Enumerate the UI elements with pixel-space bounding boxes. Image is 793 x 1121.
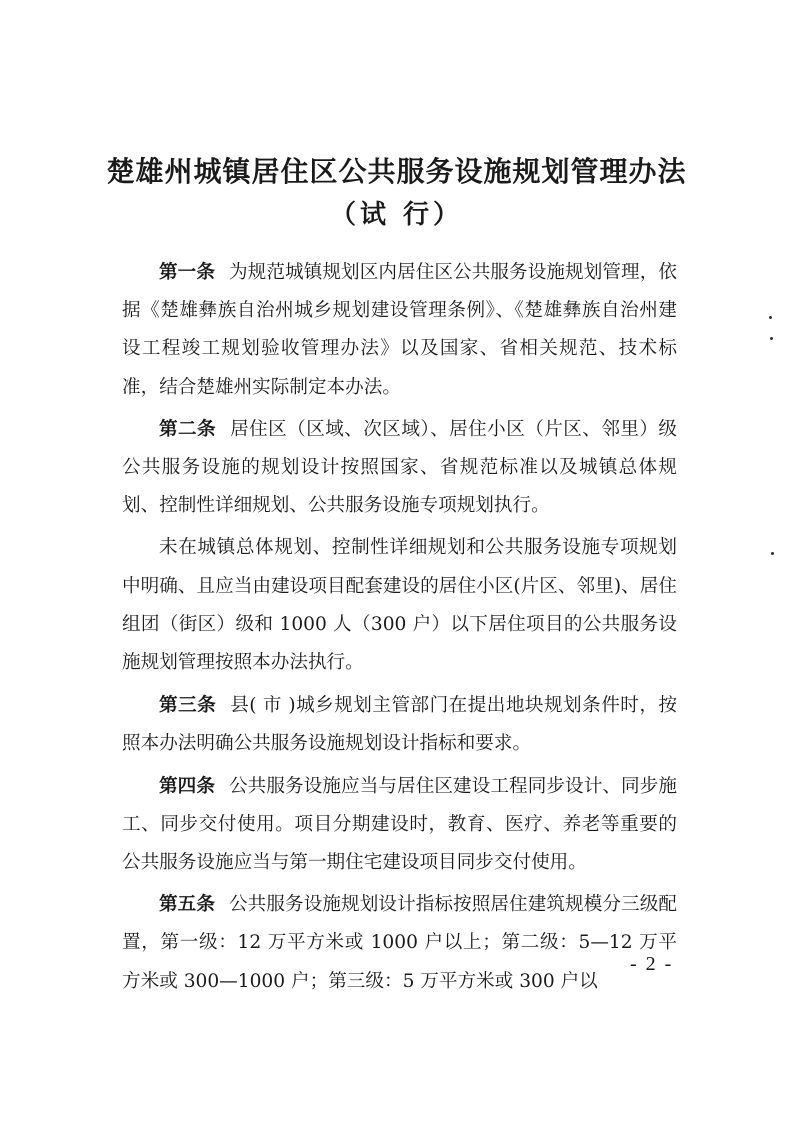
article-text: 为规范城镇规划区内居住区公共服务设施规划管理，依据《楚雄彝族自治州城乡规划建设管理条例》、《楚雄彝族自治州建设工程竣工规划验收管理办法》以及国家、省相关规范、技术标准，结合楚雄州实际制定本办法。 — [122, 262, 677, 398]
article-label: 第四条 — [159, 775, 216, 797]
document-subtitle: （试 行） — [329, 200, 464, 230]
scan-speck — [770, 337, 773, 340]
paragraph-text: 未在城镇总体规划、控制性详细规划和公共服务设施专项规划中明确、且应当由建设项目配套建设的居住小区(片区、邻里)、居住组团（街区）级和 1000 人（300 户）以下居住项目的公共服务设施规划管理按照本办法执行。 — [122, 537, 677, 674]
scan-speck — [771, 552, 774, 555]
document-body — [122, 254, 677, 1005]
document-title: 楚雄州城镇居住区公共服务设施规划管理办法 — [106, 155, 687, 188]
article-label: 第五条 — [159, 894, 216, 916]
article-2-paragraph-2 — [122, 529, 677, 682]
scan-speck — [769, 316, 772, 319]
article-text: 县( 市 )城乡规划主管部门在提出地块规划条件时，按照本办法明确公共服务设施规划设计指标和要求。 — [122, 695, 677, 755]
article-text: 公共服务设施规划设计指标按照居住建筑规模分三级配置，第一级：12 万平方米或 1000 户以上；第二级：5—12 万平方米或 300—1000 户；第三级：5 万平方米或 300 户以 — [122, 894, 677, 992]
article-label: 第二条 — [159, 418, 217, 440]
article-text: 居住区（区域、次区域）、居住小区（片区、邻里）级公共服务设施的规划设计按照国家、省规范标准以及城镇总体规划、控制性详细规划、公共服务设施专项规划执行。 — [122, 418, 677, 517]
article-label: 第一条 — [159, 262, 216, 283]
article-5 — [122, 886, 677, 1001]
article-3 — [122, 687, 677, 763]
article-text: 公共服务设施应当与居住区建设工程同步设计、同步施工、同步交付使用。项目分期建设时，教育、医疗、养老等重要的公共服务设施应当与第一期住宅建设项目同步交付使用。 — [122, 775, 677, 874]
page-number: - 2 - — [630, 953, 674, 975]
article-2 — [122, 411, 677, 526]
article-label: 第三条 — [159, 695, 217, 717]
article-4 — [122, 768, 677, 883]
article-1 — [122, 254, 677, 407]
